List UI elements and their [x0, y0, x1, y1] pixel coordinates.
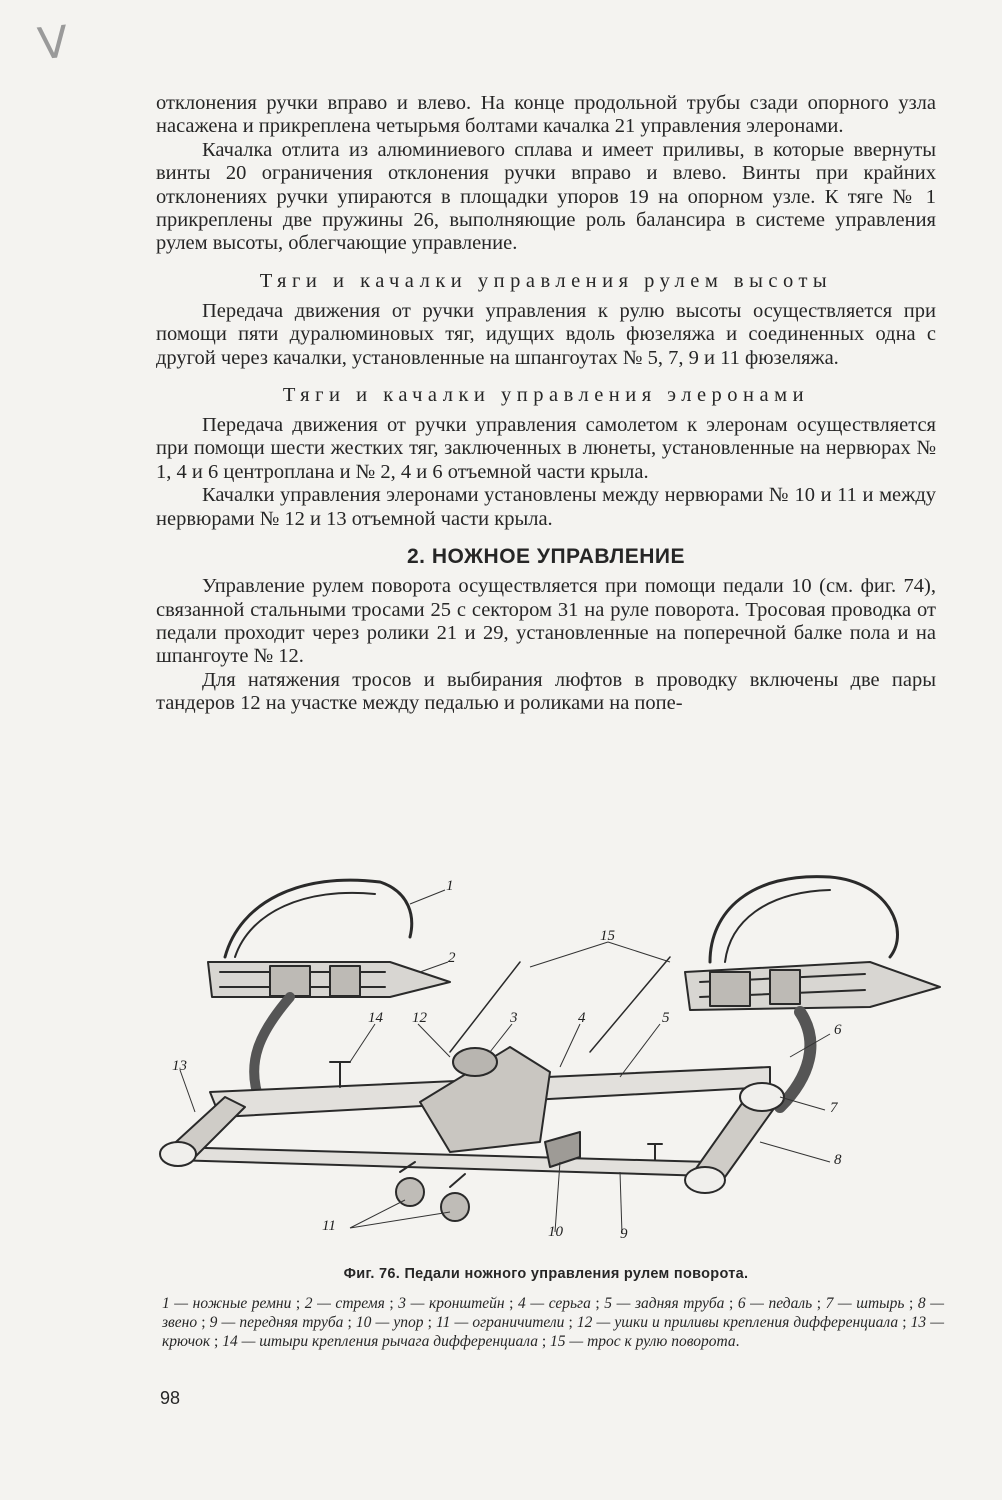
figure-caption: Фиг. 76. Педали ножного управления рулем поворота. — [343, 1266, 749, 1282]
cable-left — [450, 962, 520, 1052]
legend-item: ; 2 — стремя — [296, 1295, 385, 1312]
paragraph-foot-1: Управление рулем поворота осуществляется при помощи педали 10 (см. фиг. 74), связанной стальными тросами 25 с сектором 31 на руле поворота. Тросовая проводка от педали проходит через ролики 21 и 29, установленные на поперечной балке пола и на шпангоуте № 12. — [156, 575, 936, 668]
legend-item: ; 4 — серьга — [509, 1295, 591, 1312]
legend-item: ; 3 — кронштейн — [389, 1295, 504, 1312]
callout-13: 13 — [172, 1058, 187, 1074]
callout-14: 14 — [368, 1010, 383, 1026]
legend-item: ; 7 — штырь — [817, 1295, 905, 1312]
callout-15: 15 — [600, 928, 615, 944]
legend-item: ; 15 — трос к рулю поворота — [542, 1333, 736, 1350]
left-foot-strap — [225, 880, 412, 957]
heading-foot-control: 2. НОЖНОЕ УПРАВЛЕНИЕ — [406, 545, 686, 569]
legend-item: ; 12 — ушки и приливы крепления дифференциала — [569, 1314, 899, 1331]
legend-item: ; 14 — штыри крепления рычага дифференциала — [214, 1333, 538, 1350]
page-number: 98 — [160, 1388, 181, 1408]
heading-elevator-control: Тяги и качалки управления рулем высоты — [259, 269, 833, 292]
legend-item: ; 5 — задняя труба — [595, 1295, 724, 1312]
pin-14 — [330, 1062, 350, 1087]
pencil-mark: V — [35, 16, 71, 71]
callout-8: 8 — [834, 1152, 842, 1168]
limiter-2 — [441, 1193, 469, 1221]
paragraph-aileron-1: Передача движения от ручки управления самолетом к элеронам осуществляется при помощи шести жестких тяг, заключенных в люнеты, установленные на нервюрах № 1, 4 и 6 центроплана и № 2, 4 и 6 отъемной части крыла. — [156, 414, 936, 483]
legend-item: ; 13 — крючок — [162, 1314, 944, 1350]
heading-aileron-control: Тяги и качалки управления элеронами — [282, 384, 810, 407]
pin-7 — [648, 1144, 662, 1160]
figure-legend — [162, 1294, 944, 1351]
callout-2: 2 — [448, 950, 456, 966]
legend-item: ; 9 — передняя труба — [201, 1314, 343, 1331]
callout-7: 7 — [830, 1100, 838, 1116]
callout-10: 10 — [548, 1224, 563, 1240]
right-pedal-arm — [780, 1012, 810, 1107]
front-tube — [170, 1147, 710, 1176]
text-column — [156, 92, 936, 716]
paragraph-elevator: Передача движения от ручки управления к рулю высоты осуществляется при помощи пяти дуралюминовых тяг, идущих вдоль фюзеляжа и соединенных одна с другой через качалки, установленные на шпангоутах № 5, 7, 9 и 11 фюзеляжа. — [156, 299, 936, 369]
callout-5: 5 — [662, 1010, 670, 1026]
legend-end: . — [735, 1333, 740, 1350]
callout-11: 11 — [322, 1218, 336, 1234]
callout-9: 9 — [620, 1226, 628, 1242]
paragraph-continued: отклонения ручки вправо и влево. На конце продольной трубы сзади опорного узла насажена и прикреплена четырьмя болтами качалка 21 управления элеронами. — [156, 92, 936, 138]
right-foot-strap — [710, 877, 898, 962]
legend-item: ; 11 — ограничители — [428, 1314, 565, 1331]
callout-6: 6 — [834, 1022, 842, 1038]
legend-item: ; 6 — педаль — [729, 1295, 812, 1312]
callout-1: 1 — [446, 878, 454, 894]
paragraph-foot-2: Для натяжения тросов и выбирания люфтов в проводку включены две пары тандеров 12 на участке между педалью и роликами на попе- — [156, 668, 936, 715]
paragraph-aileron-2: Качалки управления элеронами установлены между нервюрами № 10 и 11 и между нервюрами № 12 и 13 отъемной части крыла. — [156, 484, 936, 530]
pedal-assembly-drawing — [150, 862, 950, 1262]
paragraph-rocker: Качалка отлита из алюминиевого сплава и имеет приливы, в которые ввернуты винты 20 ограничения отклонения ручки вправо и влево. Винты при крайних отклонениях ручки упираются в площадки упоров 19 на опорном узле. К тяге № 1 прикреплены две пружины 26, выполняющие роль балансира в системе управления рулем высоты, облегчающие управление. — [156, 138, 936, 255]
callout-4: 4 — [578, 1010, 586, 1026]
legend-item: ; 10 — упор — [348, 1314, 424, 1331]
cable-right — [590, 957, 670, 1052]
callout-3: 3 — [510, 1010, 518, 1026]
legend-item: ; 8 — звено — [162, 1295, 944, 1331]
limiter-1 — [396, 1178, 424, 1206]
legend-item: 1 — ножные ремни — [162, 1295, 292, 1312]
pedal-figure — [150, 862, 950, 1262]
callout-12: 12 — [412, 1010, 427, 1026]
left-pedal-arm — [254, 997, 290, 1102]
